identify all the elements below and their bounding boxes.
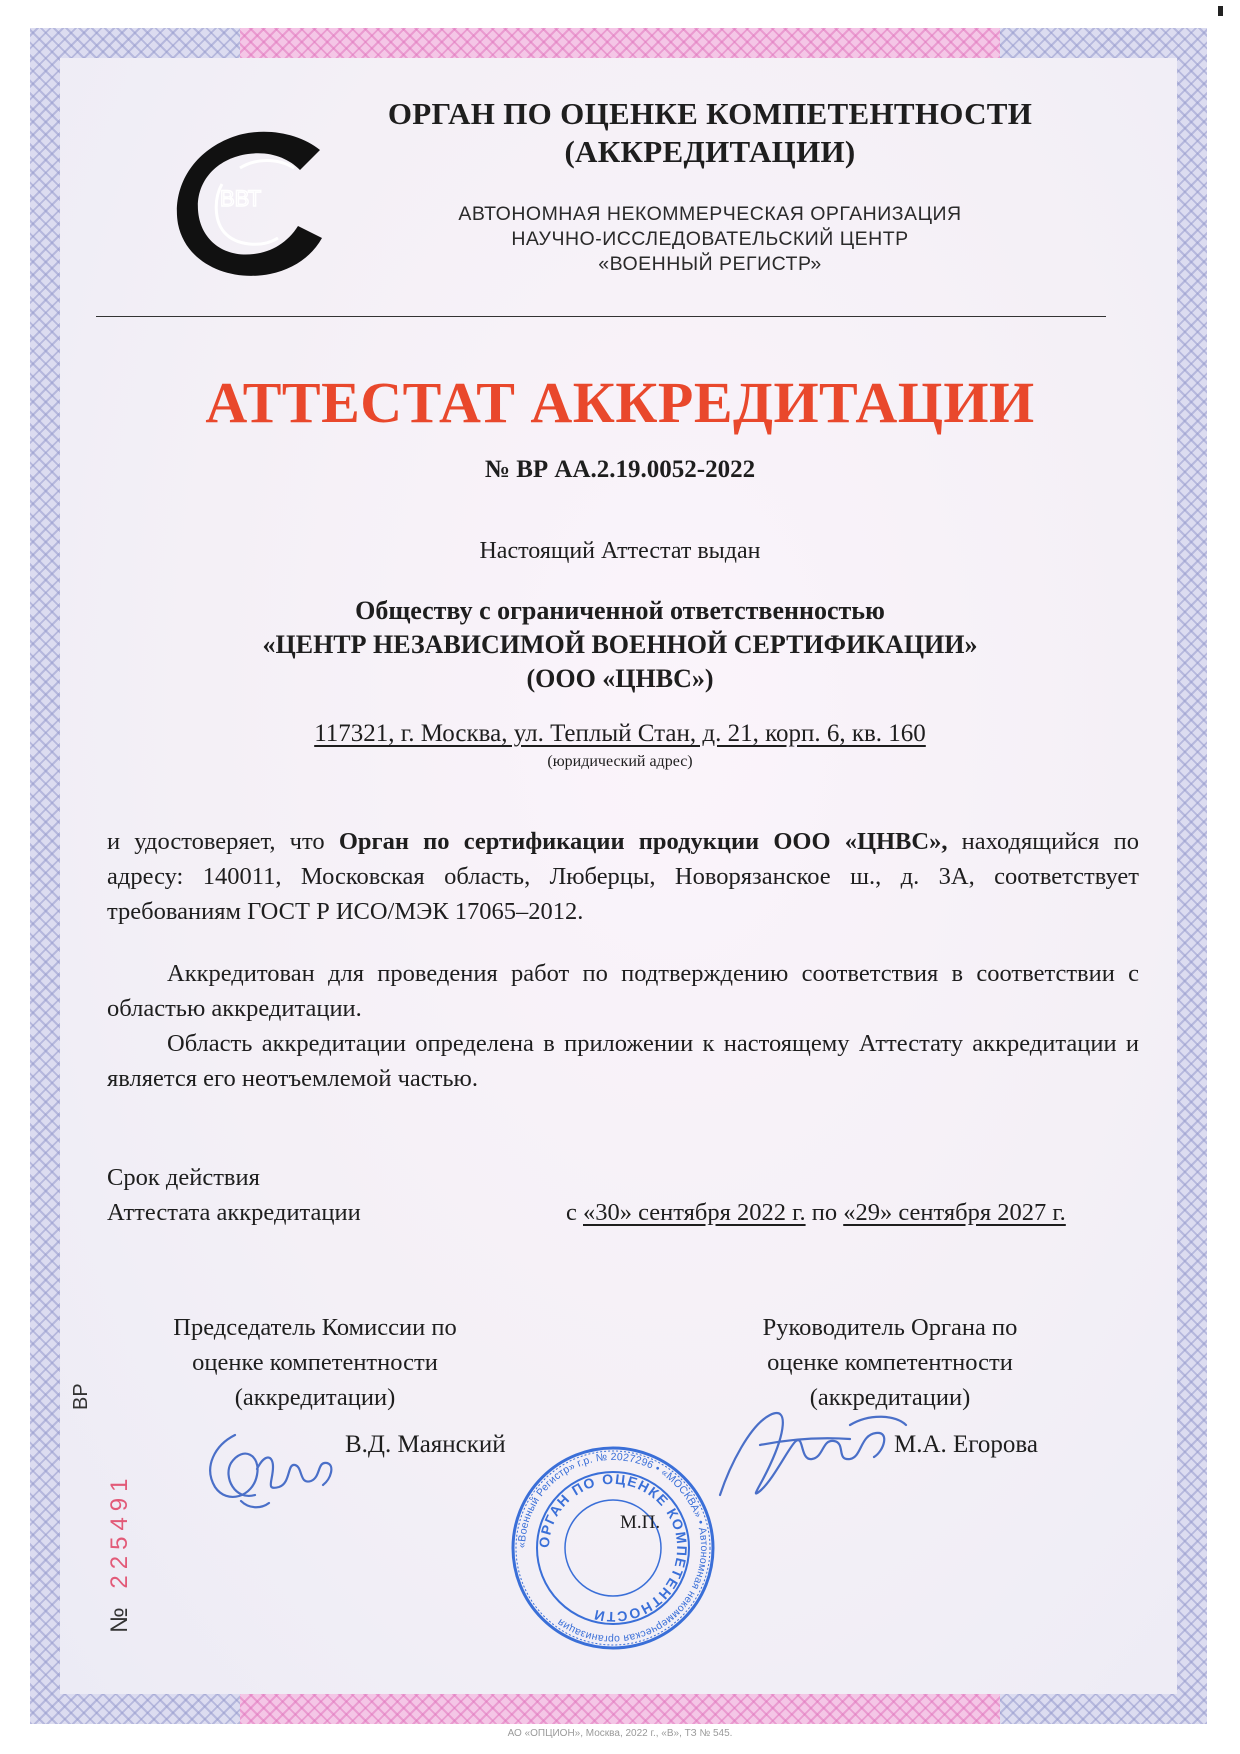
chair-handwritten-signature: [195, 1405, 345, 1515]
head-title-line-1: Руководитель Органа по: [762, 1314, 1018, 1341]
chair-title-line-3: (аккредитации): [234, 1384, 396, 1411]
issued-to-label: Настоящий Аттестат выдан: [479, 538, 761, 564]
legal-address-value: 117321, г. Москва, ул. Теплый Стан, д. 21, корп. 6, кв. 160: [314, 720, 926, 747]
serial-number-value: 225491: [106, 1472, 133, 1589]
chair-name: В.Д. Маянский: [345, 1431, 506, 1458]
from-prefix: с: [566, 1199, 583, 1226]
serial-prefix: №: [106, 1601, 133, 1633]
certification-body-name: Орган по сертификации продукции ООО «ЦНВС»,: [338, 828, 948, 855]
stamp-inner-text: ОРГАН ПО ОЦЕНКЕ КОМПЕТЕНТНОСТИ: [535, 1470, 691, 1626]
to-prefix: по: [805, 1199, 844, 1226]
scan-corner-mark: [1218, 6, 1223, 16]
org-line-2: НАУЧНО-ИССЛЕДОВАТЕЛЬСКИЙ ЦЕНТР: [511, 228, 909, 250]
authority-name: [380, 95, 1040, 171]
p1-start: и удостоверяет, что: [107, 828, 339, 855]
validity-label: [107, 1160, 361, 1230]
header-divider: [96, 316, 1106, 317]
holder-line-3: (ООО «ЦНВС»): [526, 664, 714, 693]
commission-chair-title: [115, 1310, 515, 1415]
series-code: ВР: [70, 1383, 92, 1410]
stamp-outer-text: «Военный Регистр» г.р. № 2027296 • «МОСКВА» • Автономная некоммерческая организация: [515, 1450, 711, 1646]
pink-border-band-bottom: [240, 1694, 1000, 1724]
logo-text: ВВТ: [220, 186, 262, 211]
validity-period: [566, 1195, 1066, 1230]
holder-line-1: Обществу с ограниченной ответственностью: [355, 596, 885, 625]
chair-title-line-1: Председатель Комиссии по: [173, 1314, 457, 1341]
holder-line-2: «ЦЕНТР НЕЗАВИСИМОЙ ВОЕННОЙ СЕРТИФИКАЦИИ»: [262, 630, 978, 659]
blank-serial-number: [106, 1472, 134, 1633]
scope-paragraph: Область аккредитации определена в приложении к настоящему Аттестату аккредитации и является его неотъемлемой частью.: [107, 1030, 1139, 1092]
legal-address-note: (юридический адрес): [547, 753, 693, 770]
accreditation-paragraph: Аккредитован для проведения работ по подтверждению соответствия в соответствии с областью аккредитации.: [107, 960, 1139, 1022]
authority-line-2: (АККРЕДИТАЦИИ): [564, 134, 856, 169]
p1-rest: находящийся по адресу: 140011, Московская область, Люберцы, Новорязанское ш., д. 3А, соответствует требованиям ГОСТ Р ИСО/МЭК 17065–2012.: [107, 828, 1139, 925]
head-name: М.А. Егорова: [894, 1431, 1039, 1458]
document-title: АТТЕСТАТ АККРЕДИТАЦИИ: [205, 370, 1035, 435]
certification-paragraph: [107, 824, 1139, 929]
authority-line-1: ОРГАН ПО ОЦЕНКЕ КОМПЕТЕНТНОСТИ: [387, 96, 1033, 131]
printer-imprint: АО «ОПЦИОН», Москва, 2022 г., «В», ТЗ № 545.: [507, 1728, 733, 1739]
validity-label-line-1: Срок действия: [107, 1164, 260, 1191]
pink-border-band-top: [240, 28, 1000, 58]
certificate-number: № ВР АА.2.19.0052-2022: [484, 456, 756, 483]
organization-name: [380, 202, 1040, 277]
org-line-1: АВТОНОМНАЯ НЕКОММЕРЧЕСКАЯ ОРГАНИЗАЦИЯ: [458, 203, 962, 225]
head-title-line-3: (аккредитации): [809, 1384, 971, 1411]
military-register-logo: [170, 128, 340, 278]
official-seal-stamp: [508, 1443, 718, 1653]
valid-from-date: «30» сентября 2022 г.: [583, 1199, 806, 1226]
validity-label-line-2: Аттестата аккредитации: [107, 1199, 361, 1226]
chair-title-line-2: оценке компетентности: [192, 1349, 438, 1376]
org-line-3: «ВОЕННЫЙ РЕГИСТР»: [598, 253, 822, 275]
seal-place-label: М.П.: [620, 1512, 661, 1533]
certificate-holder: [0, 594, 1240, 696]
head-title-line-2: оценке компетентности: [767, 1349, 1013, 1376]
valid-to-date: «29» сентября 2027 г.: [843, 1199, 1066, 1226]
legal-address: [0, 720, 1240, 748]
